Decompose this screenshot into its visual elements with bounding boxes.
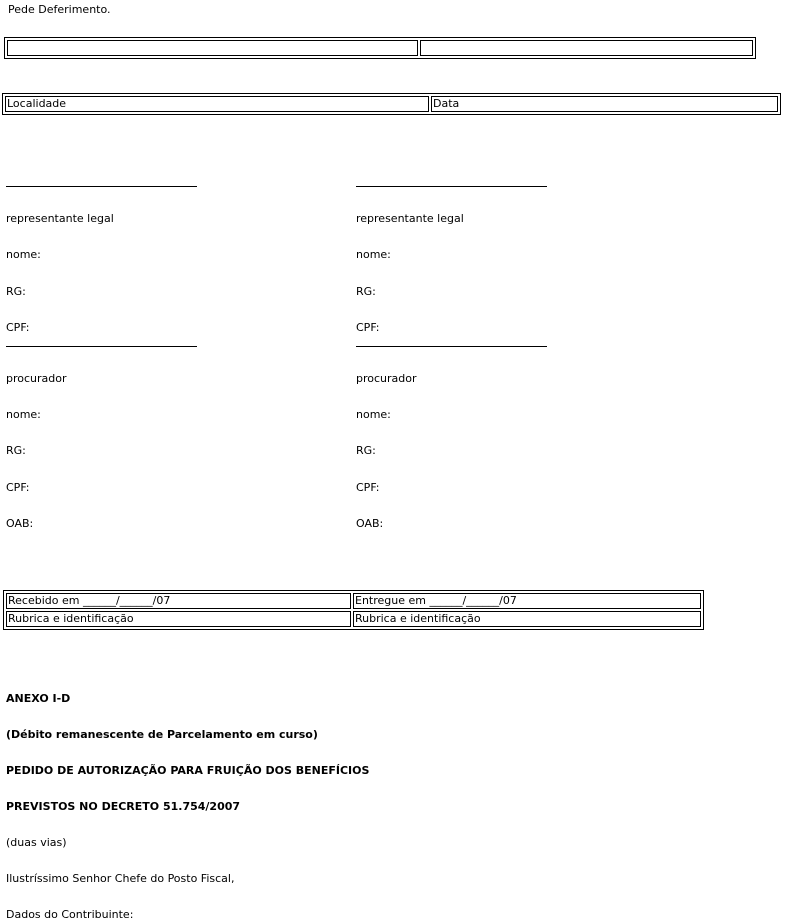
left-att-name-label: nome: — [6, 408, 41, 421]
signature-line-left-attorney — [6, 346, 197, 347]
blank-field-left — [7, 40, 418, 56]
left-att-oab-label: OAB: — [6, 517, 34, 530]
salutation-text: Ilustríssimo Senhor Chefe do Posto Fiscal, — [6, 872, 235, 885]
annex-heading-line2: PREVISTOS NO DECRETO 51.754/2007 — [6, 800, 241, 813]
annex-heading-line1: PEDIDO DE AUTORIZAÇÃO PARA FRUIÇÃO DOS BENEFÍCIOS — [6, 764, 370, 777]
pede-deferimento-text: Pede Deferimento. — [8, 3, 111, 16]
rubric-left-cell: Rubrica e identificação — [6, 611, 351, 627]
left-representative-title: representante legal — [6, 212, 114, 225]
right-representative-title: representante legal — [356, 212, 464, 225]
received-date-cell: Recebido em ______/______/07 — [6, 593, 351, 609]
right-att-cpf-label: CPF: — [356, 481, 380, 494]
annex-subtitle: (Débito remanescente de Parcelamento em curso) — [6, 728, 318, 741]
date-cell: Data — [431, 96, 778, 112]
receipt-table — [3, 590, 704, 630]
taxpayer-data-label: Dados do Contribuinte: — [6, 908, 134, 921]
signature-line-right-rep — [356, 186, 547, 187]
copies-note: (duas vias) — [6, 836, 67, 849]
right-att-name-label: nome: — [356, 408, 391, 421]
left-rep-rg-label: RG: — [6, 285, 26, 298]
right-att-oab-label: OAB: — [356, 517, 384, 530]
left-att-cpf-label: CPF: — [6, 481, 30, 494]
right-rep-rg-label: RG: — [356, 285, 376, 298]
locality-cell: Localidade — [5, 96, 429, 112]
left-rep-name-label: nome: — [6, 248, 41, 261]
blank-fields-table — [4, 37, 756, 59]
rubric-right-cell: Rubrica e identificação — [353, 611, 701, 627]
signature-line-right-attorney — [356, 346, 547, 347]
left-att-rg-label: RG: — [6, 444, 26, 457]
table-row — [6, 611, 701, 627]
right-att-rg-label: RG: — [356, 444, 376, 457]
right-rep-name-label: nome: — [356, 248, 391, 261]
delivered-date-cell: Entregue em ______/______/07 — [353, 593, 701, 609]
table-row — [6, 593, 701, 609]
right-rep-cpf-label: CPF: — [356, 321, 380, 334]
right-attorney-title: procurador — [356, 372, 417, 385]
left-rep-cpf-label: CPF: — [6, 321, 30, 334]
table-row — [5, 96, 778, 112]
left-attorney-title: procurador — [6, 372, 67, 385]
blank-field-right — [420, 40, 753, 56]
annex-title: ANEXO I-D — [6, 692, 71, 705]
table-row — [7, 40, 753, 56]
signature-line-left-rep — [6, 186, 197, 187]
place-date-table — [2, 93, 781, 115]
